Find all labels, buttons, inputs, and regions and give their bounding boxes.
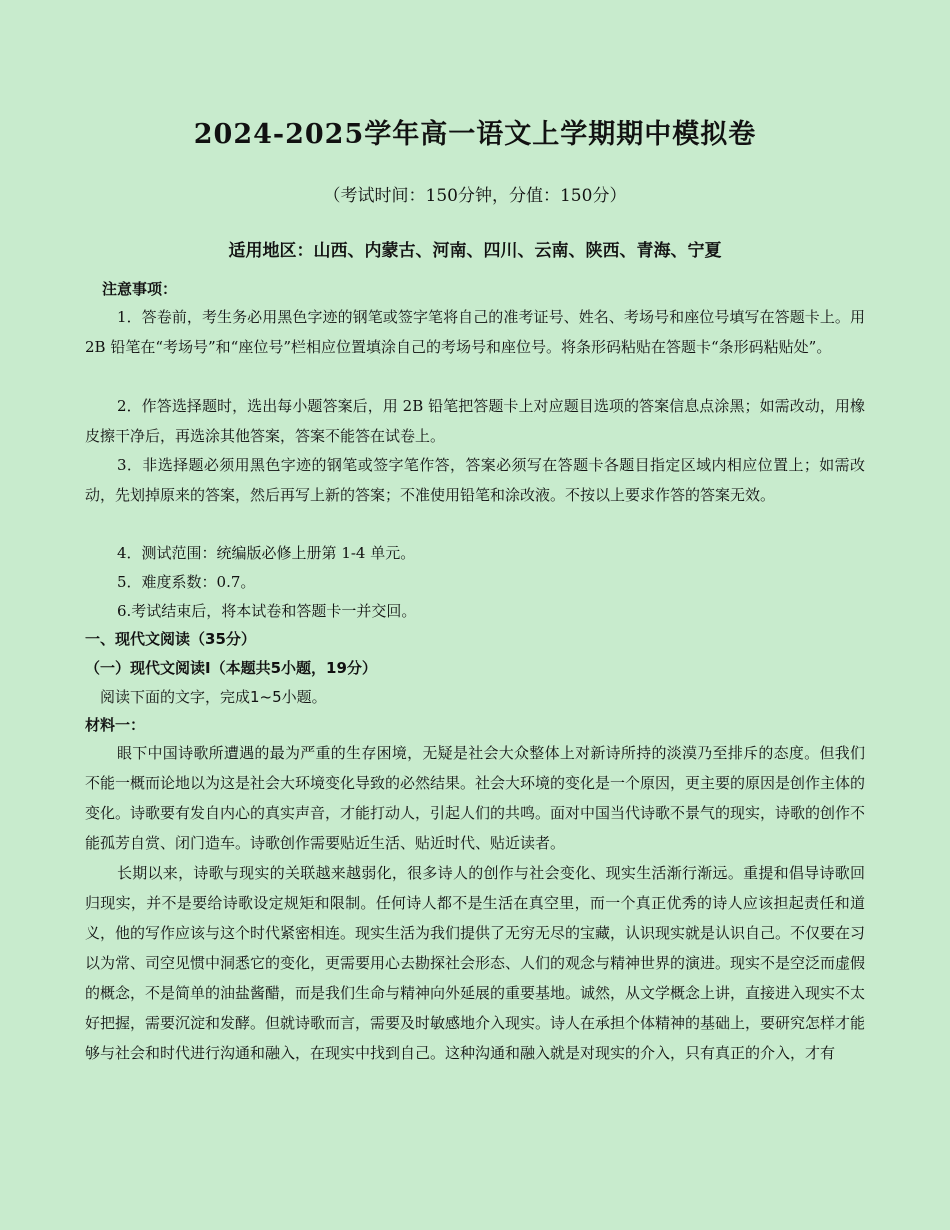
notice-item-4: 4．测试范围：统编版必修上册第 1-4 单元。: [117, 544, 416, 562]
notice-item-1: 1．答卷前，考生务必用黑色字迹的钢笔或签字笔将自己的准考证号、姓名、考场号和座位号填写在答题卡上。用 2B 铅笔在“考场号”和“座位号”栏相应位置填涂自己的考场号和座位号。将条形码粘贴在答题卡“条形码粘贴处”。: [85, 308, 865, 356]
reading-instruction: 阅读下面的文字，完成1~5小题。: [100, 688, 327, 706]
notice-item-6: 6.考试结束后，将本试卷和答题卡一并交回。: [117, 602, 417, 620]
material-paragraph-2: 长期以来，诗歌与现实的关联越来越弱化，很多诗人的创作与社会变化、现实生活渐行渐远。重提和倡导诗歌回归现实，并不是要给诗歌设定规矩和限制。任何诗人都不是生活在真空里，而一个真正优秀的诗人应该担起责任和道义，他的写作应该与这个时代紧密相连。现实生活为我们提供了无穷无尽的宝藏，认识现实就是认识自己。不仅要在习以为常、司空见惯中洞悉它的变化，更需要用心去勘探社会形态、人们的观念与精神世界的演进。现实不是空泛而虚假的概念，不是简单的油盐酱醋，而是我们生命与精神向外延展的重要基地。诚然，从文学概念上讲，直接进入现实不太好把握，需要沉淀和发酵。但就诗歌而言，需要及时敏感地介入现实。诗人在承担个体精神的基础上，要研究怎样才能够与社会和时代进行沟通和融入，在现实中找到自己。这种沟通和融入就是对现实的介入，只有真正的介入，才有: [85, 864, 866, 1062]
notice-heading: 注意事项：: [102, 280, 178, 298]
exam-time-score: （考试时间：150分钟，分值：150分）: [323, 186, 627, 206]
notice-item-3: 3．非选择题必须用黑色字迹的钢笔或签字笔作答，答案必须写在答题卡各题目指定区域内相应位置上；如需改动，先划掉原来的答案，然后再写上新的答案；不准使用铅笔和涂改液。不按以上要求作答的答案无效。: [85, 456, 865, 504]
notice-item-2: 2．作答选择题时，选出每小题答案后，用 2B 铅笔把答题卡上对应题目选项的答案信息点涂黑；如需改动，用橡皮擦干净后，再选涂其他答案，答案不能答在试卷上。: [85, 397, 865, 445]
part-title: 一、现代文阅读（35分）: [85, 630, 256, 648]
notice-item-5: 5．难度系数：0.7。: [117, 573, 256, 591]
material-paragraph-1: 眼下中国诗歌所遭遇的最为严重的生存困境，无疑是社会大众整体上对新诗所持的淡漠乃至排斥的态度。但我们不能一概而论地以为这是社会大环境变化导致的必然结果。社会大环境的变化是一个原因，更主要的原因是创作主体的变化。诗歌要有发自内心的真实声音，才能打动人，引起人们的共鸣。面对中国当代诗歌不景气的现实，诗歌的创作不能孤芳自赏、闭门造车。诗歌创作需要贴近生活、贴近时代、贴近读者。: [85, 744, 866, 852]
material-label: 材料一：: [85, 716, 146, 734]
sub-section-title: （一）现代文阅读Ⅰ（本题共5小题，19分）: [85, 659, 377, 677]
exam-title: 2024-2025学年高一语文上学期期中模拟卷: [193, 119, 757, 150]
applicable-regions: 适用地区：山西、内蒙古、河南、四川、云南、陕西、青海、宁夏: [228, 241, 722, 261]
